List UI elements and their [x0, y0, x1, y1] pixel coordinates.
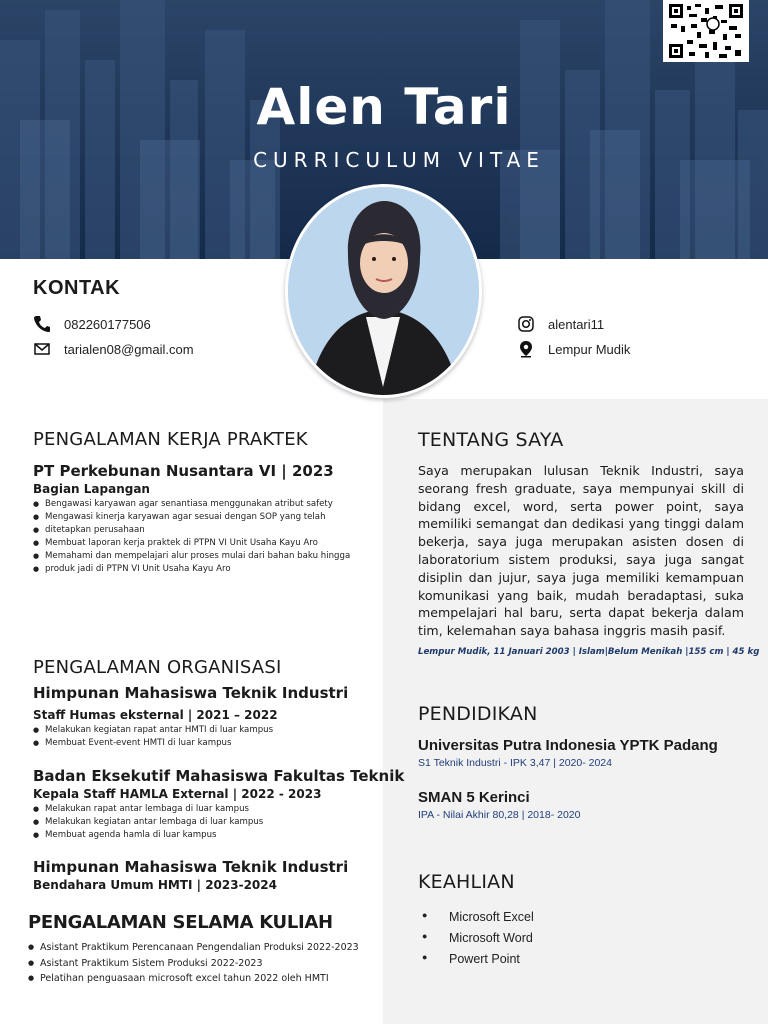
- skills-list: [418, 910, 534, 973]
- list-item: ● ditetapkan perusahaan: [33, 524, 350, 537]
- profile-photo: [285, 184, 482, 398]
- skills-section-title: KEAHLIAN: [418, 871, 515, 893]
- college-experience-list: [28, 940, 359, 987]
- org-name: Himpunan Mahasiswa Teknik Industri: [33, 858, 349, 876]
- list-item: ● Memahami dan mempelajari alur proses mulai dari bahan baku hingga: [33, 550, 350, 563]
- list-item: ● Asistant Praktikum Sistem Produksi 2022-2023: [28, 956, 359, 972]
- contact-phone[interactable]: [33, 315, 151, 333]
- education-school: SMAN 5 Kerinci: [418, 789, 530, 806]
- list-item: ● Powert Point: [418, 952, 534, 973]
- organization-section-title: PENGALAMAN ORGANISASI: [33, 657, 282, 678]
- about-section-title: TENTANG SAYA: [418, 429, 564, 451]
- personal-info-line: Lempur Mudik, 11 Januari 2003 | Islam|Belum Menikah |155 cm | 45 kg: [418, 647, 760, 657]
- list-item: ● Membuat laporan kerja praktek di PTPN VI Unit Usaha Kayu Aro: [33, 537, 350, 550]
- list-item: ● Asistant Praktikum Perencanaan Pengendalian Produksi 2022-2023: [28, 940, 359, 956]
- phone-number: 082260177506: [64, 316, 151, 332]
- list-item: ● Membuat Event-event HMTI di luar kampus: [33, 737, 273, 750]
- contact-location[interactable]: [517, 340, 630, 358]
- org-name: Badan Eksekutif Mahasiswa Fakultas Teknik: [33, 767, 405, 785]
- list-item: ● Membuat agenda hamla di luar kampus: [33, 829, 263, 842]
- instagram-handle: alentari11: [548, 316, 605, 332]
- list-item: ● Melakukan rapat antar lembaga di luar kampus: [33, 803, 263, 816]
- education-section-title: PENDIDIKAN: [418, 703, 538, 725]
- qr-code[interactable]: [663, 0, 749, 62]
- list-item: ● produk jadi di PTPN VI Unit Usaha Kayu Aro: [33, 563, 350, 576]
- location-pin-icon: [517, 340, 535, 358]
- education-detail: IPA - Nilai Akhir 80,28 | 2018- 2020: [418, 809, 581, 821]
- education-school: Universitas Putra Indonesia YPTK Padang: [418, 737, 718, 754]
- person-portrait-icon: [288, 187, 479, 395]
- about-text: Saya merupakan lulusan Teknik Industri, saya seorang fresh graduate, saya mempunyai skill di bidang excel, word, serta power point, saya memiliki semangat dan dedikasi yang tinggi dalam bekerja, saya juga merupakan asisten dosen di laboratorium sistem produksi, saya juga sangat disiplin dan jujur, saya juga memiliki kemampuan komunikasi yang baik, mudah beradaptasi, suka mempelajari hal baru, serta dapat bekerja dalam tim, kelemahan saya bahasa inggris masih pasif.: [418, 463, 744, 639]
- list-item: ● Mengawasi kinerja karyawan agar sesuai dengan SOP yang telah: [33, 511, 350, 524]
- phone-icon: [33, 315, 51, 333]
- qr-code-icon: [669, 4, 743, 58]
- contact-email[interactable]: [33, 340, 194, 358]
- org-role: Staff Humas eksternal | 2021 – 2022: [33, 708, 278, 722]
- work-company: PT Perkebunan Nusantara VI | 2023: [33, 462, 334, 480]
- location-text: Lempur Mudik: [548, 341, 631, 357]
- college-experience-title: PENGALAMAN SELAMA KULIAH: [28, 912, 333, 933]
- list-item: ● Microsoft Word: [418, 931, 534, 952]
- work-role: Bagian Lapangan: [33, 482, 150, 496]
- org-role: Kepala Staff HAMLA External | 2022 - 2023: [33, 787, 322, 801]
- org-name: Himpunan Mahasiswa Teknik Industri: [33, 684, 349, 702]
- email-icon: [33, 340, 51, 358]
- document-subtitle: CURRICULUM VITAE: [253, 148, 545, 172]
- contact-instagram[interactable]: [517, 315, 604, 333]
- education-detail: S1 Teknik Industri - IPK 3,47 | 2020- 2024: [418, 757, 612, 769]
- org-duties-list: [33, 724, 273, 750]
- list-item: ● Melakukan kegiatan antar lembaga di luar kampus: [33, 816, 263, 829]
- list-item: ● Pelatihan penguasaan microsoft excel tahun 2022 oleh HMTI: [28, 971, 359, 987]
- list-item: ● Microsoft Excel: [418, 910, 534, 931]
- org-role: Bendahara Umum HMTI | 2023-2024: [33, 878, 277, 892]
- list-item: ● Bengawasi karyawan agar senantiasa menggunakan atribut safety: [33, 498, 350, 511]
- list-item: ● Melakukan kegiatan rapat antar HMTI di luar kampus: [33, 724, 273, 737]
- org-duties-list: [33, 803, 263, 842]
- email-address: tarialen08@gmail.com: [64, 341, 194, 357]
- work-section-title: PENGALAMAN KERJA PRAKTEK: [33, 429, 308, 450]
- contact-section-title: KONTAK: [33, 277, 121, 299]
- work-duties-list: [33, 498, 350, 576]
- instagram-icon: [517, 315, 535, 333]
- candidate-name: Alen Tari: [256, 78, 512, 136]
